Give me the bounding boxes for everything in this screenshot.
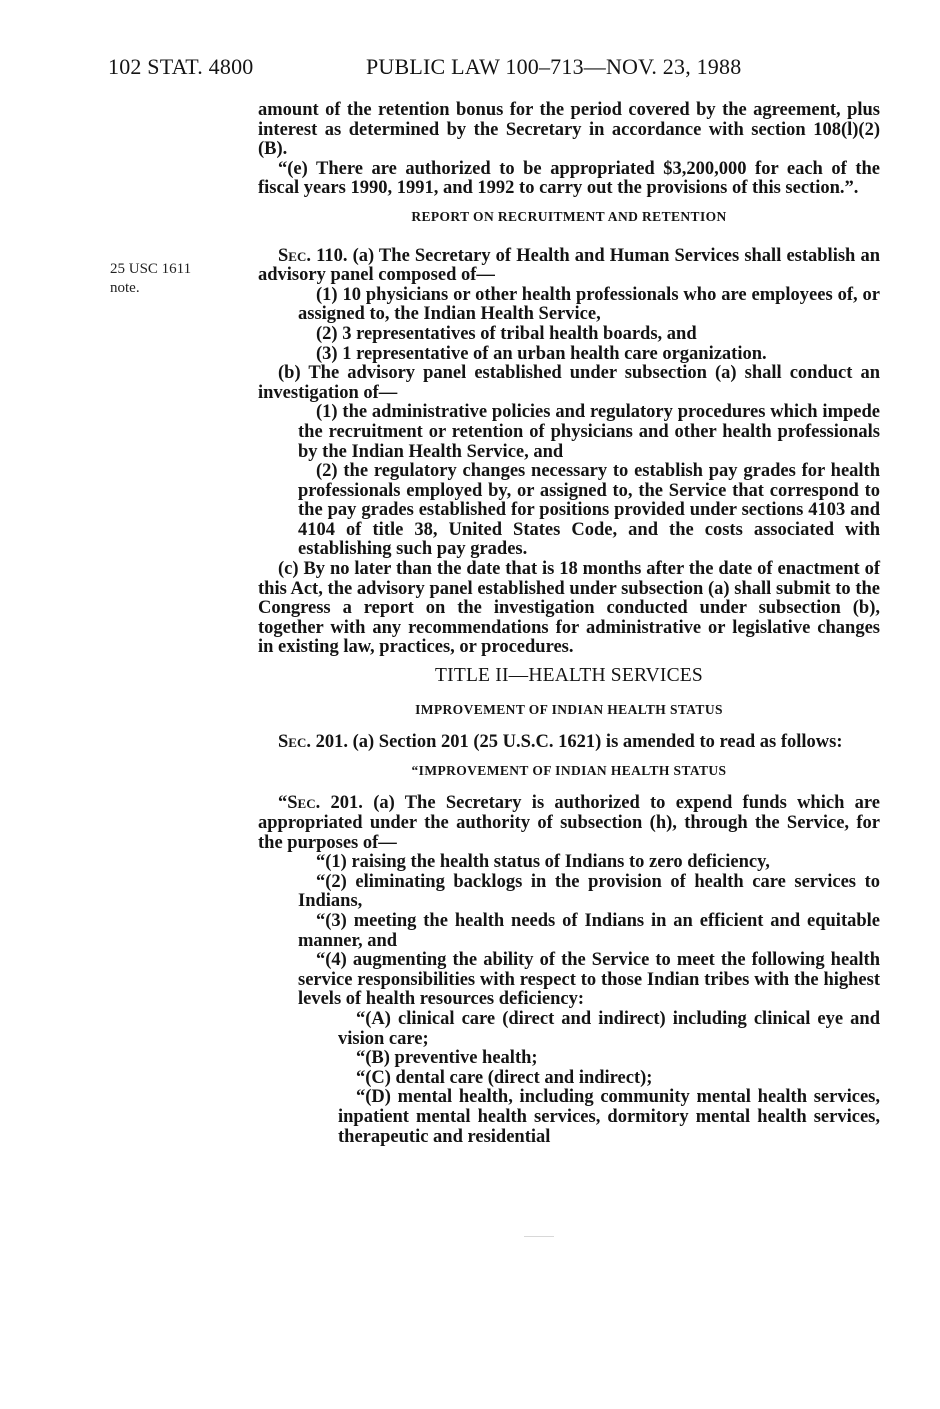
page-bottom-mark	[524, 1236, 554, 1237]
item-qB: “(B) preventive health;	[356, 1048, 538, 1069]
item-qC: “(C) dental care (direct and indirect);	[356, 1067, 653, 1088]
item-qA: “(A) clinical care (direct and indirect) including clinical eye and vision care;	[338, 1008, 880, 1049]
section-label: Sec.	[278, 732, 311, 753]
margin-citation	[110, 260, 191, 298]
paragraph-subsection-e: “(e) There are authorized to be appropriated $3,200,000 for each of the fiscal years 1990, 1991, and 1992 to carry out the provisions of this section.”.	[258, 158, 880, 199]
section-heading-recruitment: REPORT ON RECRUITMENT AND RETENTION	[411, 208, 727, 224]
item-a1: (1) 10 physicians or other health professionals who are employees of, or assigned to, the Indian Health Service,	[298, 284, 880, 325]
paragraph-retention-bonus: amount of the retention bonus for the period covered by the agreement, plus interest as determined by the Secretary in accordance with section 108(l)(2)(B).	[258, 100, 880, 160]
section-110-text: 110. (a) The Secretary of Health and Human Services shall establish an advisory panel composed of—	[258, 245, 880, 286]
subsection-c: (c) By no later than the date that is 18 months after the date of enactment of this Act, the advisory panel established under subsection (a) shall submit to the Congress a report on the investigation conducted under subsection (b), together with any recommendations for administrative or legislative changes in existing law, practices, or procedures.	[258, 559, 880, 658]
running-header: PUBLIC LAW 100–713—NOV. 23, 1988	[366, 54, 742, 79]
section-heading-improvement: IMPROVEMENT OF INDIAN HEALTH STATUS	[415, 701, 723, 717]
statute-text	[258, 101, 880, 1147]
title-heading: TITLE II—HEALTH SERVICES	[435, 665, 703, 687]
item-q3: “(3) meeting the health needs of Indians in an efficient and equitable manner, and	[298, 910, 880, 951]
page-reference: 102 STAT. 4800	[108, 54, 254, 79]
quoted-section-201	[258, 794, 880, 853]
section-110-intro	[258, 247, 880, 286]
item-q4: “(4) augmenting the ability of the Service to meet the following health service responsibilities with respect to those Indian tribes with the highest levels of health resources deficiency:	[298, 950, 880, 1010]
item-a3: (3) 1 representative of an urban health care organization.	[316, 343, 767, 364]
margin-citation-line2: note.	[110, 280, 140, 296]
subsection-b: (b) The advisory panel established under subsection (a) shall conduct an investigation of—	[258, 363, 880, 403]
item-b1: (1) the administrative policies and regulatory procedures which impede the recruitment or retention of physicians and other health professionals by the Indian Health Service, and	[298, 402, 880, 462]
section-label: “Sec.	[278, 793, 321, 814]
item-q1: “(1) raising the health status of Indians to zero deficiency,	[316, 852, 770, 873]
margin-citation-line1: 25 USC 1611	[110, 261, 192, 277]
quoted-section-heading: “IMPROVEMENT OF INDIAN HEALTH STATUS	[411, 762, 727, 778]
section-label: Sec.	[278, 245, 311, 266]
section-201-intro	[258, 733, 880, 753]
section-201-text: 201. (a) Section 201 (25 U.S.C. 1621) is amended to read as follows:	[310, 732, 843, 753]
item-a2: (2) 3 representatives of tribal health boards, and	[316, 323, 697, 344]
item-q2: “(2) eliminating backlogs in the provision of health care services to Indians,	[298, 871, 880, 912]
item-qD: “(D) mental health, including community mental health services, inpatient mental health services, dormitory mental health services, therapeutic and residential	[338, 1087, 880, 1147]
quoted-section-201-text: 201. (a) The Secretary is authorized to expend funds which are appropriated under the authority of subsection (h), through the Service, for the purposes of—	[258, 793, 880, 853]
item-b2: (2) the regulatory changes necessary to establish pay grades for health professionals employed by, or assigned to, the Service that correspond to the pay grades established for positions provided under sections 4103 and 4104 of title 38, United States Code, and the costs associated with establishing such pay grades.	[298, 461, 880, 560]
